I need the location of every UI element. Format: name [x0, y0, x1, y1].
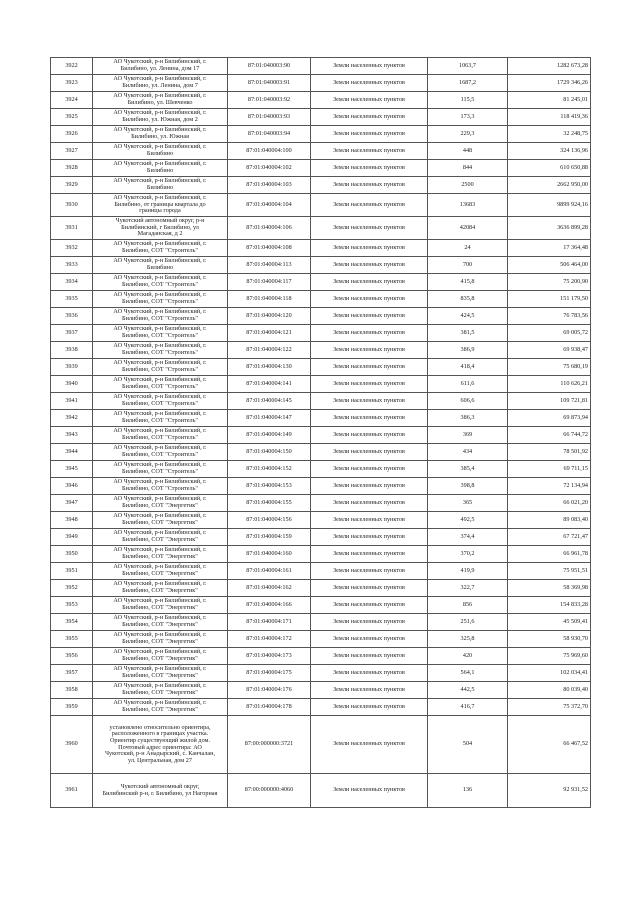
cell-cad: 87:01:040004:106	[228, 217, 311, 240]
table-row	[51, 495, 591, 512]
cell-cost: 78 501,92	[508, 444, 591, 461]
cell-cost: 81 245,01	[508, 92, 591, 109]
cell-cat: Земли населенных пунктов	[311, 410, 428, 427]
cell-cad: 87:01:040004:176	[228, 682, 311, 699]
cell-cad: 87:01:040004:122	[228, 342, 311, 359]
cell-n: 3934	[51, 274, 93, 291]
cell-n: 3932	[51, 240, 93, 257]
cell-cost: 76 783,56	[508, 308, 591, 325]
cell-n: 3949	[51, 529, 93, 546]
cell-n: 3944	[51, 444, 93, 461]
table-row	[51, 580, 591, 597]
cell-area: 856	[428, 597, 508, 614]
cell-cad: 87:01:040004:103	[228, 177, 311, 194]
cell-cost: 75 951,51	[508, 563, 591, 580]
table-body	[51, 58, 591, 808]
cell-n: 3957	[51, 665, 93, 682]
cell-cad: 87:01:040004:147	[228, 410, 311, 427]
cell-addr: АО Чукотский, р-н Билибинский, г. Билибино, СОТ "Строитель"	[93, 444, 228, 461]
cell-cost: 75 969,60	[508, 648, 591, 665]
table-row	[51, 58, 591, 75]
cell-cat: Земли населенных пунктов	[311, 648, 428, 665]
cell-cat: Земли населенных пунктов	[311, 160, 428, 177]
cell-cad: 87:01:040004:166	[228, 597, 311, 614]
cell-cat: Земли населенных пунктов	[311, 631, 428, 648]
cell-area: 844	[428, 160, 508, 177]
cell-cat: Земли населенных пунктов	[311, 563, 428, 580]
cell-cost: 151 179,50	[508, 291, 591, 308]
cell-area: 229,3	[428, 126, 508, 143]
cell-area: 1687,2	[428, 75, 508, 92]
cell-addr: АО Чукотский, р-н Билибинский, г. Билибино, СОТ "Строитель"	[93, 376, 228, 393]
cell-n: 3941	[51, 393, 93, 410]
cell-n: 3926	[51, 126, 93, 143]
cell-cost: 32 248,75	[508, 126, 591, 143]
cell-addr: АО Чукотский, р-н Билибинский, г. Билибино, СОТ "Энергетик"	[93, 699, 228, 716]
cell-cost: 610 650,88	[508, 160, 591, 177]
cell-cat: Земли населенных пунктов	[311, 240, 428, 257]
cell-cost: 89 083,40	[508, 512, 591, 529]
cell-cat: Земли населенных пунктов	[311, 774, 428, 808]
cell-area: 606,6	[428, 393, 508, 410]
cell-cad: 87:01:040004:159	[228, 529, 311, 546]
cell-cat: Земли населенных пунктов	[311, 444, 428, 461]
cell-cost: 9899 924,16	[508, 194, 591, 217]
cell-area: 564,1	[428, 665, 508, 682]
cell-cat: Земли населенных пунктов	[311, 75, 428, 92]
cell-n: 3929	[51, 177, 93, 194]
cell-cad: 87:01:040004:108	[228, 240, 311, 257]
cell-n: 3935	[51, 291, 93, 308]
table-row	[51, 75, 591, 92]
cell-addr: АО Чукотский, р-н Билибинский, г. Билибино, СОТ "Строитель"	[93, 240, 228, 257]
cell-cost: 92 931,52	[508, 774, 591, 808]
cell-addr: АО Чукотский, р-н Билибинский, г. Билибино	[93, 257, 228, 274]
cell-cost: 1729 346,26	[508, 75, 591, 92]
cell-cad: 87:01:040004:178	[228, 699, 311, 716]
cell-cad: 87:01:040004:162	[228, 580, 311, 597]
cell-area: 386,9	[428, 342, 508, 359]
cell-addr: АО Чукотский, р-н Билибинский, г. Билибино, СОТ "Энергетик"	[93, 546, 228, 563]
cell-area: 385,4	[428, 461, 508, 478]
cell-cat: Земли населенных пунктов	[311, 478, 428, 495]
cell-cat: Земли населенных пунктов	[311, 495, 428, 512]
cell-n: 3939	[51, 359, 93, 376]
cell-area: 381,5	[428, 325, 508, 342]
cell-n: 3945	[51, 461, 93, 478]
cell-cad: 87:01:040003:91	[228, 75, 311, 92]
table-row	[51, 274, 591, 291]
cell-n: 3922	[51, 58, 93, 75]
cell-cad: 87:01:040004:149	[228, 427, 311, 444]
cell-area: 448	[428, 143, 508, 160]
cell-cat: Земли населенных пунктов	[311, 257, 428, 274]
table-row	[51, 648, 591, 665]
cell-cost: 2662 950,00	[508, 177, 591, 194]
table-row	[51, 92, 591, 109]
cell-cat: Земли населенных пунктов	[311, 342, 428, 359]
cell-cat: Земли населенных пунктов	[311, 529, 428, 546]
cell-cat: Земли населенных пунктов	[311, 143, 428, 160]
cell-area: 416,7	[428, 699, 508, 716]
cell-area: 322,7	[428, 580, 508, 597]
cell-cost: 110 626,21	[508, 376, 591, 393]
cell-area: 374,4	[428, 529, 508, 546]
table-row	[51, 257, 591, 274]
cell-cost: 67 721,47	[508, 529, 591, 546]
cell-n: 3940	[51, 376, 93, 393]
cell-n: 3951	[51, 563, 93, 580]
cell-addr: АО Чукотский, р-н Билибинский, г. Билибино, СОТ "Строитель"	[93, 427, 228, 444]
cell-cat: Земли населенных пунктов	[311, 194, 428, 217]
cell-cat: Земли населенных пунктов	[311, 217, 428, 240]
cell-cat: Земли населенных пунктов	[311, 614, 428, 631]
cell-cat: Земли населенных пунктов	[311, 291, 428, 308]
table-row	[51, 478, 591, 495]
cell-cost: 58 369,98	[508, 580, 591, 597]
table-row	[51, 614, 591, 631]
cell-addr: АО Чукотский, р-н Билибинский, г. Билибино	[93, 160, 228, 177]
cell-addr: АО Чукотский, р-н Билибинский, г. Билибино, ул. Южная	[93, 126, 228, 143]
cell-addr: Чукотский автономный округ, Билибинский р-н, г. Билибино, ул Нагорная	[93, 774, 228, 808]
cell-area: 419,9	[428, 563, 508, 580]
table-row	[51, 376, 591, 393]
cell-cost: 69 938,47	[508, 342, 591, 359]
cell-cost: 75 200,90	[508, 274, 591, 291]
table-row	[51, 665, 591, 682]
cell-addr: АО Чукотский, р-н Билибинский, г. Билибино, ул. Южная, дом 2	[93, 109, 228, 126]
cell-n: 3942	[51, 410, 93, 427]
cell-cat: Земли населенных пунктов	[311, 512, 428, 529]
cell-cat: Земли населенных пунктов	[311, 177, 428, 194]
cell-n: 3952	[51, 580, 93, 597]
cell-addr: АО Чукотский, р-н Билибинский, г. Билибино, СОТ "Строитель"	[93, 308, 228, 325]
cell-area: 386,3	[428, 410, 508, 427]
cell-cat: Земли населенных пунктов	[311, 665, 428, 682]
cell-addr: АО Чукотский, р-н Билибинский, г. Билибино, от границы квартала до границы города	[93, 194, 228, 217]
cell-cad: 87:01:040004:172	[228, 631, 311, 648]
cell-cost: 1282 673,28	[508, 58, 591, 75]
cell-n: 3930	[51, 194, 93, 217]
cell-cat: Земли населенных пунктов	[311, 308, 428, 325]
cell-area: 835,8	[428, 291, 508, 308]
table-row	[51, 393, 591, 410]
cell-cat: Земли населенных пунктов	[311, 325, 428, 342]
table-row	[51, 194, 591, 217]
cell-cad: 87:01:040004:150	[228, 444, 311, 461]
cell-area: 611,6	[428, 376, 508, 393]
cell-cat: Земли населенных пунктов	[311, 699, 428, 716]
table-row	[51, 109, 591, 126]
cell-cat: Земли населенных пунктов	[311, 359, 428, 376]
cell-n: 3955	[51, 631, 93, 648]
cell-area: 369	[428, 427, 508, 444]
cell-addr: АО Чукотский, р-н Билибинский, г. Билибино, СОТ "Энергетик"	[93, 665, 228, 682]
cell-area: 13683	[428, 194, 508, 217]
cell-n: 3954	[51, 614, 93, 631]
cell-area: 415,8	[428, 274, 508, 291]
cell-addr: АО Чукотский, р-н Билибинский, г. Билибино, СОТ "Строитель"	[93, 274, 228, 291]
cell-cad: 87:01:040004:118	[228, 291, 311, 308]
cell-cad: 87:00:000000:4060	[228, 774, 311, 808]
cell-cat: Земли населенных пунктов	[311, 58, 428, 75]
table-row	[51, 291, 591, 308]
cell-cat: Земли населенных пунктов	[311, 546, 428, 563]
cell-area: 398,8	[428, 478, 508, 495]
cell-cad: 87:01:040004:104	[228, 194, 311, 217]
table-row	[51, 177, 591, 194]
cell-addr: АО Чукотский, р-н Билибинский, г. Билибино, СОТ "Энергетик"	[93, 495, 228, 512]
cell-addr: АО Чукотский, р-н Билибинский, г. Билибино, СОТ "Энергетик"	[93, 512, 228, 529]
cell-addr: АО Чукотский, р-н Билибинский, г. Билибино, СОТ "Энергетик"	[93, 580, 228, 597]
cell-cat: Земли населенных пунктов	[311, 274, 428, 291]
cell-n: 3931	[51, 217, 93, 240]
cell-addr: АО Чукотский, р-н Билибинский, г. Билибино, СОТ "Энергетик"	[93, 563, 228, 580]
cell-cad: 87:01:040004:145	[228, 393, 311, 410]
cell-cost: 109 721,81	[508, 393, 591, 410]
cell-addr: АО Чукотский, р-н Билибинский, г. Билибино, СОТ "Строитель"	[93, 325, 228, 342]
cell-addr: АО Чукотский, р-н Билибинский, г. Билибино, СОТ "Строитель"	[93, 291, 228, 308]
table-row	[51, 682, 591, 699]
cell-area: 492,5	[428, 512, 508, 529]
cell-n: 3950	[51, 546, 93, 563]
cell-cost: 69 005,72	[508, 325, 591, 342]
cell-cost: 154 833,28	[508, 597, 591, 614]
cell-cost: 75 680,19	[508, 359, 591, 376]
cell-cat: Земли населенных пунктов	[311, 126, 428, 143]
cell-cad: 87:01:040003:94	[228, 126, 311, 143]
cell-addr: АО Чукотский, р-н Билибинский, г. Билибино, СОТ "Строитель"	[93, 393, 228, 410]
cell-cat: Земли населенных пунктов	[311, 109, 428, 126]
table-row	[51, 716, 591, 774]
cell-n: 3958	[51, 682, 93, 699]
cell-n: 3948	[51, 512, 93, 529]
cell-n: 3924	[51, 92, 93, 109]
cell-area: 365	[428, 495, 508, 512]
cell-cad: 87:01:040004:156	[228, 512, 311, 529]
cell-addr: установлено относительно ориентира, расположенного в границах участка. Ориентир существующий жилой дом. Почтовый адрес ориентира: АО Чукотский, р-н Анадырский, с. Канчалан, ул. Центральная, дом 27	[93, 716, 228, 774]
cell-n: 3959	[51, 699, 93, 716]
cell-n: 3927	[51, 143, 93, 160]
cell-area: 420	[428, 648, 508, 665]
cell-cad: 87:01:040004:152	[228, 461, 311, 478]
table-row	[51, 774, 591, 808]
cell-n: 3956	[51, 648, 93, 665]
table-row	[51, 631, 591, 648]
cell-n: 3943	[51, 427, 93, 444]
table-row	[51, 217, 591, 240]
cell-area: 325,8	[428, 631, 508, 648]
cell-n: 3946	[51, 478, 93, 495]
cell-n: 3937	[51, 325, 93, 342]
cell-area: 418,4	[428, 359, 508, 376]
cell-cost: 75 372,70	[508, 699, 591, 716]
cell-n: 3928	[51, 160, 93, 177]
cell-cost: 66 961,78	[508, 546, 591, 563]
cell-addr: АО Чукотский, р-н Билибинский, г. Билибино	[93, 143, 228, 160]
cell-area: 442,5	[428, 682, 508, 699]
cell-cad: 87:01:040003:92	[228, 92, 311, 109]
cell-cost: 324 136,96	[508, 143, 591, 160]
cell-cost: 3636 899,28	[508, 217, 591, 240]
cell-area: 434	[428, 444, 508, 461]
table-row	[51, 410, 591, 427]
table-row	[51, 308, 591, 325]
cell-addr: АО Чукотский, р-н Билибинский, г. Билибино, СОТ "Энергетик"	[93, 529, 228, 546]
cell-cost: 66 744,72	[508, 427, 591, 444]
cell-n: 3953	[51, 597, 93, 614]
cell-n: 3938	[51, 342, 93, 359]
cell-n: 3925	[51, 109, 93, 126]
cell-addr: АО Чукотский, р-н Билибинский, г. Билибино, СОТ "Энергетик"	[93, 614, 228, 631]
cell-cost: 45 509,41	[508, 614, 591, 631]
cell-cad: 87:00:000000:3721	[228, 716, 311, 774]
cell-cad: 87:01:040004:155	[228, 495, 311, 512]
table-row	[51, 699, 591, 716]
cell-cost: 72 134,94	[508, 478, 591, 495]
table-row	[51, 461, 591, 478]
cell-cad: 87:01:040004:160	[228, 546, 311, 563]
cell-cost: 102 034,41	[508, 665, 591, 682]
cell-cost: 66 467,52	[508, 716, 591, 774]
cell-n: 3933	[51, 257, 93, 274]
cell-addr: АО Чукотский, р-н Билибинский, г. Билибино, СОТ "Строитель"	[93, 410, 228, 427]
cell-cost: 118 419,36	[508, 109, 591, 126]
cell-area: 42084	[428, 217, 508, 240]
cell-cat: Земли населенных пунктов	[311, 461, 428, 478]
cell-area: 115,5	[428, 92, 508, 109]
cell-addr: Чукотский автономный округ, р-н Билибинский, г Билибино, ул Магаданская, д 2	[93, 217, 228, 240]
cell-cad: 87:01:040004:173	[228, 648, 311, 665]
cell-cad: 87:01:040004:102	[228, 160, 311, 177]
cell-cat: Земли населенных пунктов	[311, 716, 428, 774]
cell-addr: АО Чукотский, р-н Билибинский, г. Билибино, СОТ "Строитель"	[93, 342, 228, 359]
cell-cad: 87:01:040004:153	[228, 478, 311, 495]
table-row	[51, 529, 591, 546]
table-row	[51, 126, 591, 143]
cell-cad: 87:01:040004:113	[228, 257, 311, 274]
cell-area: 700	[428, 257, 508, 274]
cell-cad: 87:01:040004:130	[228, 359, 311, 376]
cell-cad: 87:01:040004:161	[228, 563, 311, 580]
cell-n: 3960	[51, 716, 93, 774]
cell-cad: 87:01:040003:90	[228, 58, 311, 75]
cell-addr: АО Чукотский, р-н Билибинский, г. Билибино, СОТ "Энергетик"	[93, 682, 228, 699]
cell-cad: 87:01:040004:171	[228, 614, 311, 631]
table-row	[51, 325, 591, 342]
cell-cost: 66 021,20	[508, 495, 591, 512]
cell-addr: АО Чукотский, р-н Билибинский, г. Билибино, СОТ "Строитель"	[93, 478, 228, 495]
cell-n: 3936	[51, 308, 93, 325]
cell-cad: 87:01:040003:93	[228, 109, 311, 126]
table-row	[51, 240, 591, 257]
cell-area: 24	[428, 240, 508, 257]
cell-cat: Земли населенных пунктов	[311, 376, 428, 393]
cell-cat: Земли населенных пунктов	[311, 393, 428, 410]
cell-cost: 69 711,15	[508, 461, 591, 478]
table-row	[51, 512, 591, 529]
cell-addr: АО Чукотский, р-н Билибинский, г. Билибино, СОТ "Строитель"	[93, 359, 228, 376]
cell-cat: Земли населенных пунктов	[311, 682, 428, 699]
cell-cad: 87:01:040004:141	[228, 376, 311, 393]
cell-cad: 87:01:040004:117	[228, 274, 311, 291]
cell-n: 3923	[51, 75, 93, 92]
cell-cost: 506 464,00	[508, 257, 591, 274]
cell-cost: 69 873,94	[508, 410, 591, 427]
cell-addr: АО Чукотский, р-н Билибинский, г. Билибино, ул. Ленина, дом 7	[93, 75, 228, 92]
table-row	[51, 143, 591, 160]
cell-cad: 87:01:040004:120	[228, 308, 311, 325]
cell-addr: АО Чукотский, р-н Билибинский, г. Билибино, СОТ "Энергетик"	[93, 597, 228, 614]
cell-cad: 87:01:040004:100	[228, 143, 311, 160]
table-row	[51, 160, 591, 177]
table-row	[51, 597, 591, 614]
table-row	[51, 546, 591, 563]
table-row	[51, 563, 591, 580]
table-row	[51, 427, 591, 444]
cell-cat: Земли населенных пунктов	[311, 92, 428, 109]
table-row	[51, 342, 591, 359]
cell-addr: АО Чукотский, р-н Билибинский, г. Билибино, ул. Ленина, дом 17	[93, 58, 228, 75]
cell-area: 173,3	[428, 109, 508, 126]
cell-area: 1063,7	[428, 58, 508, 75]
cell-addr: АО Чукотский, р-н Билибинский, г. Билибино, СОТ "Строитель"	[93, 461, 228, 478]
cell-area: 136	[428, 774, 508, 808]
cell-cost: 58 930,70	[508, 631, 591, 648]
cell-cost: 80 039,40	[508, 682, 591, 699]
cell-area: 2500	[428, 177, 508, 194]
cell-addr: АО Чукотский, р-н Билибинский, г. Билибино, СОТ "Энергетик"	[93, 648, 228, 665]
cell-n: 3947	[51, 495, 93, 512]
cell-n: 3961	[51, 774, 93, 808]
cell-addr: АО Чукотский, р-н Билибинский, г. Билибино, ул. Шевченко	[93, 92, 228, 109]
cell-cat: Земли населенных пунктов	[311, 580, 428, 597]
cell-cad: 87:01:040004:175	[228, 665, 311, 682]
table-row	[51, 359, 591, 376]
cell-area: 251,6	[428, 614, 508, 631]
cell-cat: Земли населенных пунктов	[311, 597, 428, 614]
cell-addr: АО Чукотский, р-н Билибинский, г. Билибино	[93, 177, 228, 194]
cell-cat: Земли населенных пунктов	[311, 427, 428, 444]
table-row	[51, 444, 591, 461]
cell-area: 424,5	[428, 308, 508, 325]
cell-area: 504	[428, 716, 508, 774]
cell-addr: АО Чукотский, р-н Билибинский, г. Билибино, СОТ "Энергетик"	[93, 631, 228, 648]
cell-cost: 17 364,48	[508, 240, 591, 257]
cell-cad: 87:01:040004:121	[228, 325, 311, 342]
land-registry-table	[50, 57, 591, 808]
cell-area: 370,2	[428, 546, 508, 563]
